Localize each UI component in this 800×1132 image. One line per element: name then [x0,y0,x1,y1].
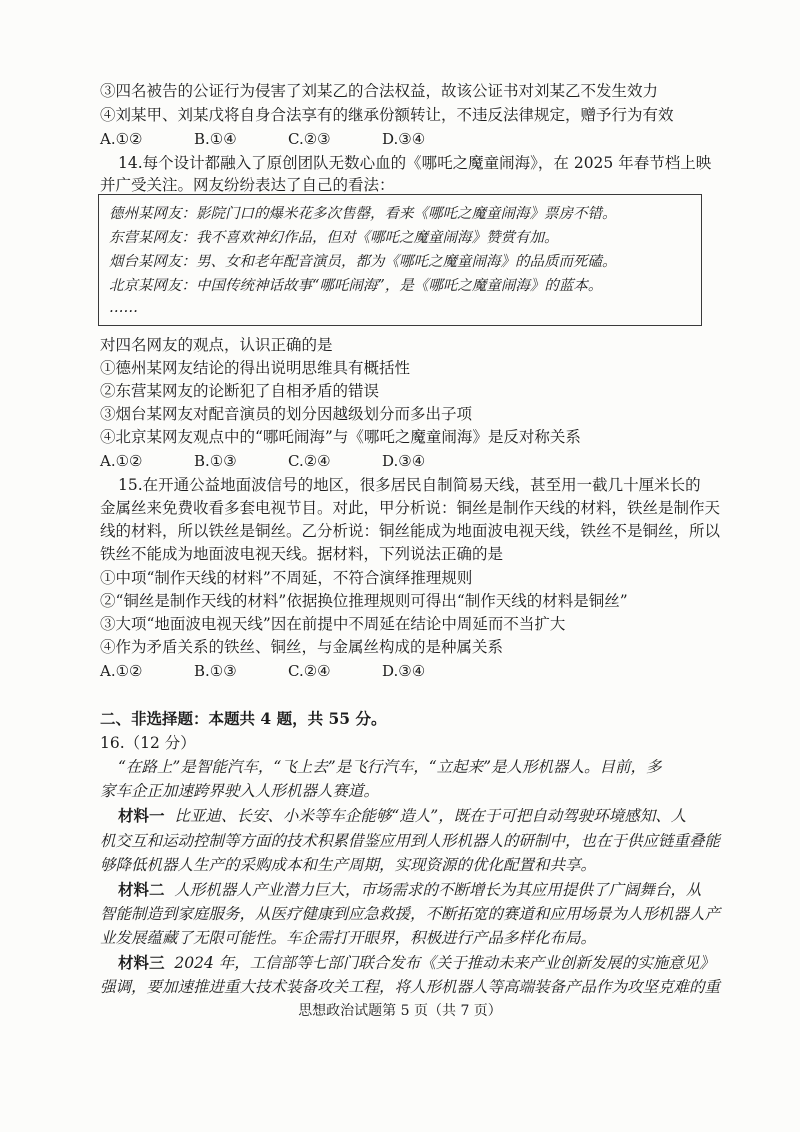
page-footer: 思想政治试题第 5 页（共 7 页） [298,1003,502,1019]
q14-option-3: ③烟台某网友对配音演员的划分因越级划分而多出子项 [100,405,473,423]
section-2-heading: 二、非选择题：本题共 4 题，共 55 分。 [100,709,387,728]
q14-quote-box [98,194,702,326]
q14-choice-c: C.②④ [288,452,331,470]
q15-option-3: ③大项“地面波电视天线”因在前提中不周延在结论中周延而不当扩大 [100,615,566,633]
material-3-label: 材料三 [118,953,165,972]
q15-choice-c: C.②④ [288,662,331,680]
material-1-label: 材料一 [118,806,165,825]
q14-stem-line2: 并广受关注。网友纷纷表达了自己的看法： [100,176,395,194]
q15-choices [100,660,476,682]
q16-intro-line1: “在路上”是智能汽车，“飞上去”是飞行汽车，“立起来”是人形机器人。目前，多 [118,758,662,776]
q14-quote-yantai: 烟台某网友：男、女和老年配音演员，都为《哪吒之魔童闹海》的品质而死磕。 [109,254,617,270]
q16-material-2-line2: 智能制造到家庭服务，从医疗健康到应急救援，不断拓宽的赛道和应用场景为人形机器人产 [100,905,721,923]
q14-option-2: ②东营某网友的论断犯了自相矛盾的错误 [100,382,380,400]
q15-stem-line1: 15.在开通公益地面波信号的地区，很多居民自制简易天线，甚至用一截几十厘米长的 [118,476,701,494]
q16-material-2-line3: 业发展蕴藏了无限可能性。车企需打开眼界，积极进行产品多样化布局。 [100,929,597,947]
q13-choice-d: D.③④ [382,130,426,148]
q16-heading: 16.（12 分） [100,734,196,752]
q13-choices [100,128,476,150]
q16-material-1-line2: 机交互和运动控制等方面的技术积累借鉴应用到人形机器人的研制中，也在于供应链重叠能 [100,832,721,850]
q16-intro-line2: 家车企正加速跨界驶入人形机器人赛道。 [100,782,380,800]
q14-choice-d: D.③④ [382,452,426,470]
q16-material-3-line1 [118,952,718,974]
q16-material-1-line1 [118,805,718,827]
q16-material-1-line3: 够降低机器人生产的采购成本和生产周期，实现资源的优化配置和共享。 [100,856,597,874]
q14-prompt: 对四名网友的观点，认识正确的是 [100,336,333,354]
q14-quote-beijing: 北京某网友：中国传统神话故事“哪吒闹海”，是《哪吒之魔童闹海》的蓝本。 [109,278,603,294]
q13-choice-c: C.②③ [288,130,331,148]
q16-material-2-line1 [118,879,718,901]
q14-stem-line1: 14.每个设计都融入了原创团队无数心血的《哪吒之魔童闹海》，在 2025 年春节档上映 [118,154,712,172]
q13-choice-a: A.①② [100,130,143,148]
material-2-label: 材料二 [118,880,165,899]
q14-quote-ellipsis: …… [109,300,138,316]
q16-material-3-line2: 强调，要加速推进重大技术装备攻关工程，将人形机器人等高端装备产品作为攻坚克难的重 [100,978,721,996]
q15-choice-b: B.①③ [194,662,237,680]
material-1-text: 比亚迪、长安、小米等车企能够“造人”，既在于可把自动驾驶环境感知、人 [174,807,687,825]
q15-option-2: ②“铜丝是制作天线的材料”依据换位推理规则可得出“制作天线的材料是铜丝” [100,592,628,610]
q13-choice-b: B.①④ [194,130,237,148]
material-2-text: 人形机器人产业潜力巨大，市场需求的不断增长为其应用提供了广阔舞台，从 [174,881,702,899]
q15-stem-line2: 金属丝来免费收看多套电视节目。对此，甲分析说：铜丝是制作天线的材料，铁丝是制作天 [100,499,721,517]
q13-option-3: ③四名被告的公证行为侵害了刘某乙的合法权益，故该公证书对刘某乙不发生效力 [100,82,659,100]
q13-option-4: ④刘某甲、刘某戊将自身合法享有的继承份额转让，不违反法律规定，赠予行为有效 [100,106,674,124]
q14-choice-a: A.①② [100,452,143,470]
q14-quote-dezhou: 德州某网友：影院门口的爆米花多次售罄，看来《哪吒之魔童闹海》票房不错。 [109,206,617,222]
q15-option-4: ④作为矛盾关系的铁丝、铜丝，与金属丝构成的是种属关系 [100,638,504,656]
q14-option-4: ④北京某网友观点中的“哪吒闹海”与《哪吒之魔童闹海》是反对称关系 [100,428,581,446]
q14-choices [100,450,476,472]
q15-choice-a: A.①② [100,662,143,680]
q15-option-1: ①中项“制作天线的材料”不周延，不符合演绎推理规则 [100,569,473,587]
q15-stem-line4: 铁丝不能成为地面波电视天线。据材料，下列说法正确的是 [100,545,504,563]
q15-choice-d: D.③④ [382,662,426,680]
q15-stem-line3: 线的材料，所以铁丝是铜丝。乙分析说：铜丝能成为地面波电视天线，铁丝不是铜丝，所以 [100,522,721,540]
q14-quote-dongying: 东营某网友：我不喜欢神幻作品，但对《哪吒之魔童闹海》赞赏有加。 [109,230,559,246]
q14-choice-b: B.①③ [194,452,237,470]
material-3-text: 2024 年，工信部等七部门联合发布《关于推动未来产业创新发展的实施意见》 [174,954,715,972]
q14-option-1: ①德州某网友结论的得出说明思维具有概括性 [100,359,411,377]
